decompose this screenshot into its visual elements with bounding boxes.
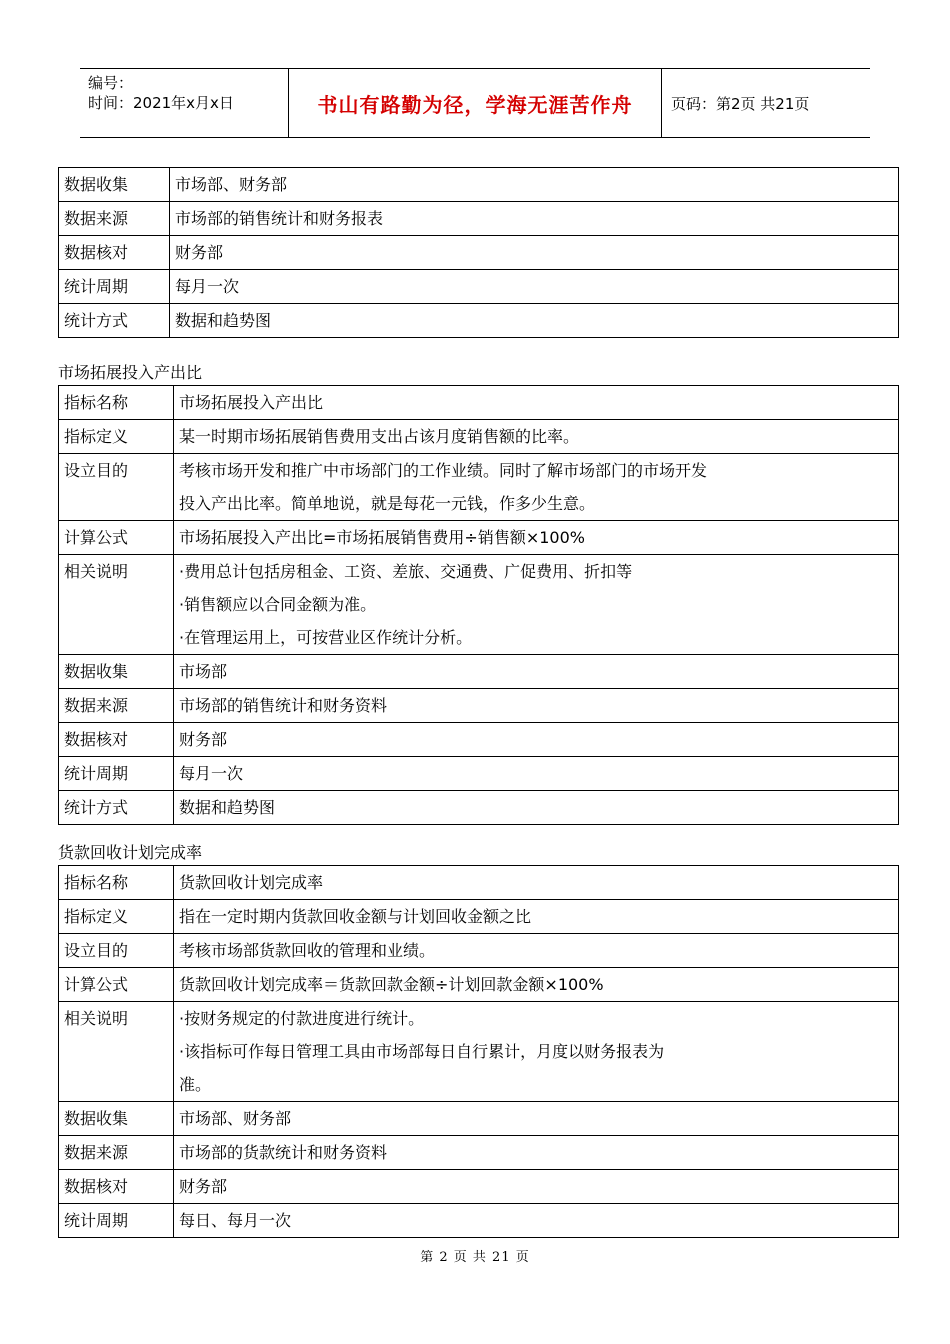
row-value: 财务部: [170, 236, 899, 270]
row-value: [174, 655, 899, 689]
row-value: [174, 866, 899, 900]
row-value-line: 货款回收计划完成率: [179, 873, 324, 892]
section-title-collection: 货款回收计划完成率: [58, 843, 203, 862]
row-value-line: 每日、每月一次: [179, 1211, 292, 1230]
row-value-line: 货款回收计划完成率＝货款回款金额÷计划回款金额×100%: [179, 975, 604, 994]
row-key: 指标名称: [59, 866, 174, 900]
row-key: 数据来源: [59, 1136, 174, 1170]
row-key: 计算公式: [59, 521, 174, 555]
row-value-line: 市场拓展投入产出比: [179, 393, 324, 412]
header-meta: [80, 69, 289, 137]
row-key: 数据收集: [59, 1102, 174, 1136]
row-key: 数据来源: [59, 202, 170, 236]
row-value: [174, 757, 899, 791]
table-row: [59, 555, 899, 655]
row-key: 数据核对: [59, 1170, 174, 1204]
row-value: [174, 420, 899, 454]
doc-code-label: 编号：: [88, 74, 134, 92]
table-row: [59, 236, 899, 270]
row-key: 相关说明: [59, 1002, 174, 1102]
row-value: [174, 555, 899, 655]
row-value: [174, 521, 899, 555]
row-value-line: 市场部: [179, 662, 228, 681]
table-row: [59, 791, 899, 825]
row-value-line: 市场拓展投入产出比=市场拓展销售费用÷销售额×100%: [179, 528, 585, 547]
section-title-roi: 市场拓展投入产出比: [58, 363, 203, 382]
row-value-line: 数据和趋势图: [179, 798, 276, 817]
row-value-line: ·销售额应以合同金额为准。: [179, 595, 377, 614]
table-row: [59, 757, 899, 791]
row-value: [174, 1170, 899, 1204]
row-value-line: 市场部的销售统计和财务资料: [179, 696, 388, 715]
table-row: [59, 270, 899, 304]
row-value-line: 财务部: [179, 1177, 228, 1196]
table-row: [59, 968, 899, 1002]
row-value-line: 指在一定时期内货款回收金额与计划回收金额之比: [179, 907, 532, 926]
row-key: 统计方式: [59, 304, 170, 338]
row-value-line: 考核市场开发和推广中市场部门的工作业绩。同时了解市场部门的市场开发: [179, 461, 708, 480]
row-value: [174, 689, 899, 723]
header-motto: 书山有路勤为径，学海无涯苦作舟: [289, 69, 662, 137]
row-value-line: 每月一次: [179, 764, 244, 783]
row-key: 统计周期: [59, 757, 174, 791]
table-row: [59, 202, 899, 236]
row-key: 统计周期: [59, 1204, 174, 1238]
row-key: 统计方式: [59, 791, 174, 825]
table-row: [59, 304, 899, 338]
table-row: [59, 1204, 899, 1238]
row-value-line: ·该指标可作每日管理工具由市场部每日自行累计，月度以财务报表为: [179, 1042, 665, 1061]
table-row: [59, 866, 899, 900]
table-row: [59, 1136, 899, 1170]
row-value: 市场部、财务部: [170, 168, 899, 202]
row-key: 数据来源: [59, 689, 174, 723]
table-row: [59, 900, 899, 934]
header-page-label: 页码：第2页 共21页: [671, 94, 810, 113]
row-value-line: 某一时期市场拓展销售费用支出占该月度销售额的比率。: [179, 427, 580, 446]
table-row: [59, 1102, 899, 1136]
row-value: [174, 454, 899, 521]
row-value-line: 市场部的货款统计和财务资料: [179, 1143, 388, 1162]
table-row: [59, 521, 899, 555]
table-row: [59, 168, 899, 202]
row-value: [174, 968, 899, 1002]
row-value-line: 考核市场部货款回收的管理和业绩。: [179, 941, 436, 960]
row-key: 设立目的: [59, 934, 174, 968]
table-row: [59, 689, 899, 723]
table-collection: [58, 865, 899, 1238]
page-footer: 第 2 页 共 21 页: [420, 1250, 530, 1265]
row-value-line: 准。: [179, 1075, 212, 1094]
row-key: 指标定义: [59, 420, 174, 454]
row-key: 相关说明: [59, 555, 174, 655]
table-row: [59, 454, 899, 521]
table-row: [59, 934, 899, 968]
row-value: [174, 791, 899, 825]
page-header: [80, 68, 870, 138]
row-key: 数据核对: [59, 236, 170, 270]
row-value: [174, 1002, 899, 1102]
row-value-line: 投入产出比率。简单地说，就是每花一元钱，作多少生意。: [179, 494, 596, 513]
table-continued: [58, 167, 899, 338]
row-value: [174, 1136, 899, 1170]
row-value-line: 财务部: [179, 730, 228, 749]
row-value: 每月一次: [170, 270, 899, 304]
table-row: [59, 386, 899, 420]
row-value-line: ·在管理运用上，可按营业区作统计分析。: [179, 628, 473, 647]
row-value: [174, 934, 899, 968]
row-value: [174, 723, 899, 757]
row-value: [174, 900, 899, 934]
row-value: 数据和趋势图: [170, 304, 899, 338]
row-key: 设立目的: [59, 454, 174, 521]
row-value: [174, 386, 899, 420]
row-value-line: ·按财务规定的付款进度进行统计。: [179, 1009, 425, 1028]
row-key: 数据收集: [59, 168, 170, 202]
row-key: 数据收集: [59, 655, 174, 689]
row-value-line: 市场部、财务部: [179, 1109, 292, 1128]
doc-date-label: 时间：2021年x月x日: [88, 94, 234, 112]
row-key: 统计周期: [59, 270, 170, 304]
table-row: [59, 723, 899, 757]
row-value: 市场部的销售统计和财务报表: [170, 202, 899, 236]
row-value: [174, 1102, 899, 1136]
table-row: [59, 420, 899, 454]
table-row: [59, 1170, 899, 1204]
row-key: 指标名称: [59, 386, 174, 420]
table-roi: [58, 385, 899, 825]
table-row: [59, 655, 899, 689]
table-row: [59, 1002, 899, 1102]
row-key: 数据核对: [59, 723, 174, 757]
row-key: 指标定义: [59, 900, 174, 934]
row-key: 计算公式: [59, 968, 174, 1002]
row-value: [174, 1204, 899, 1238]
row-value-line: ·费用总计包括房租金、工资、差旅、交通费、广促费用、折扣等: [179, 562, 633, 581]
